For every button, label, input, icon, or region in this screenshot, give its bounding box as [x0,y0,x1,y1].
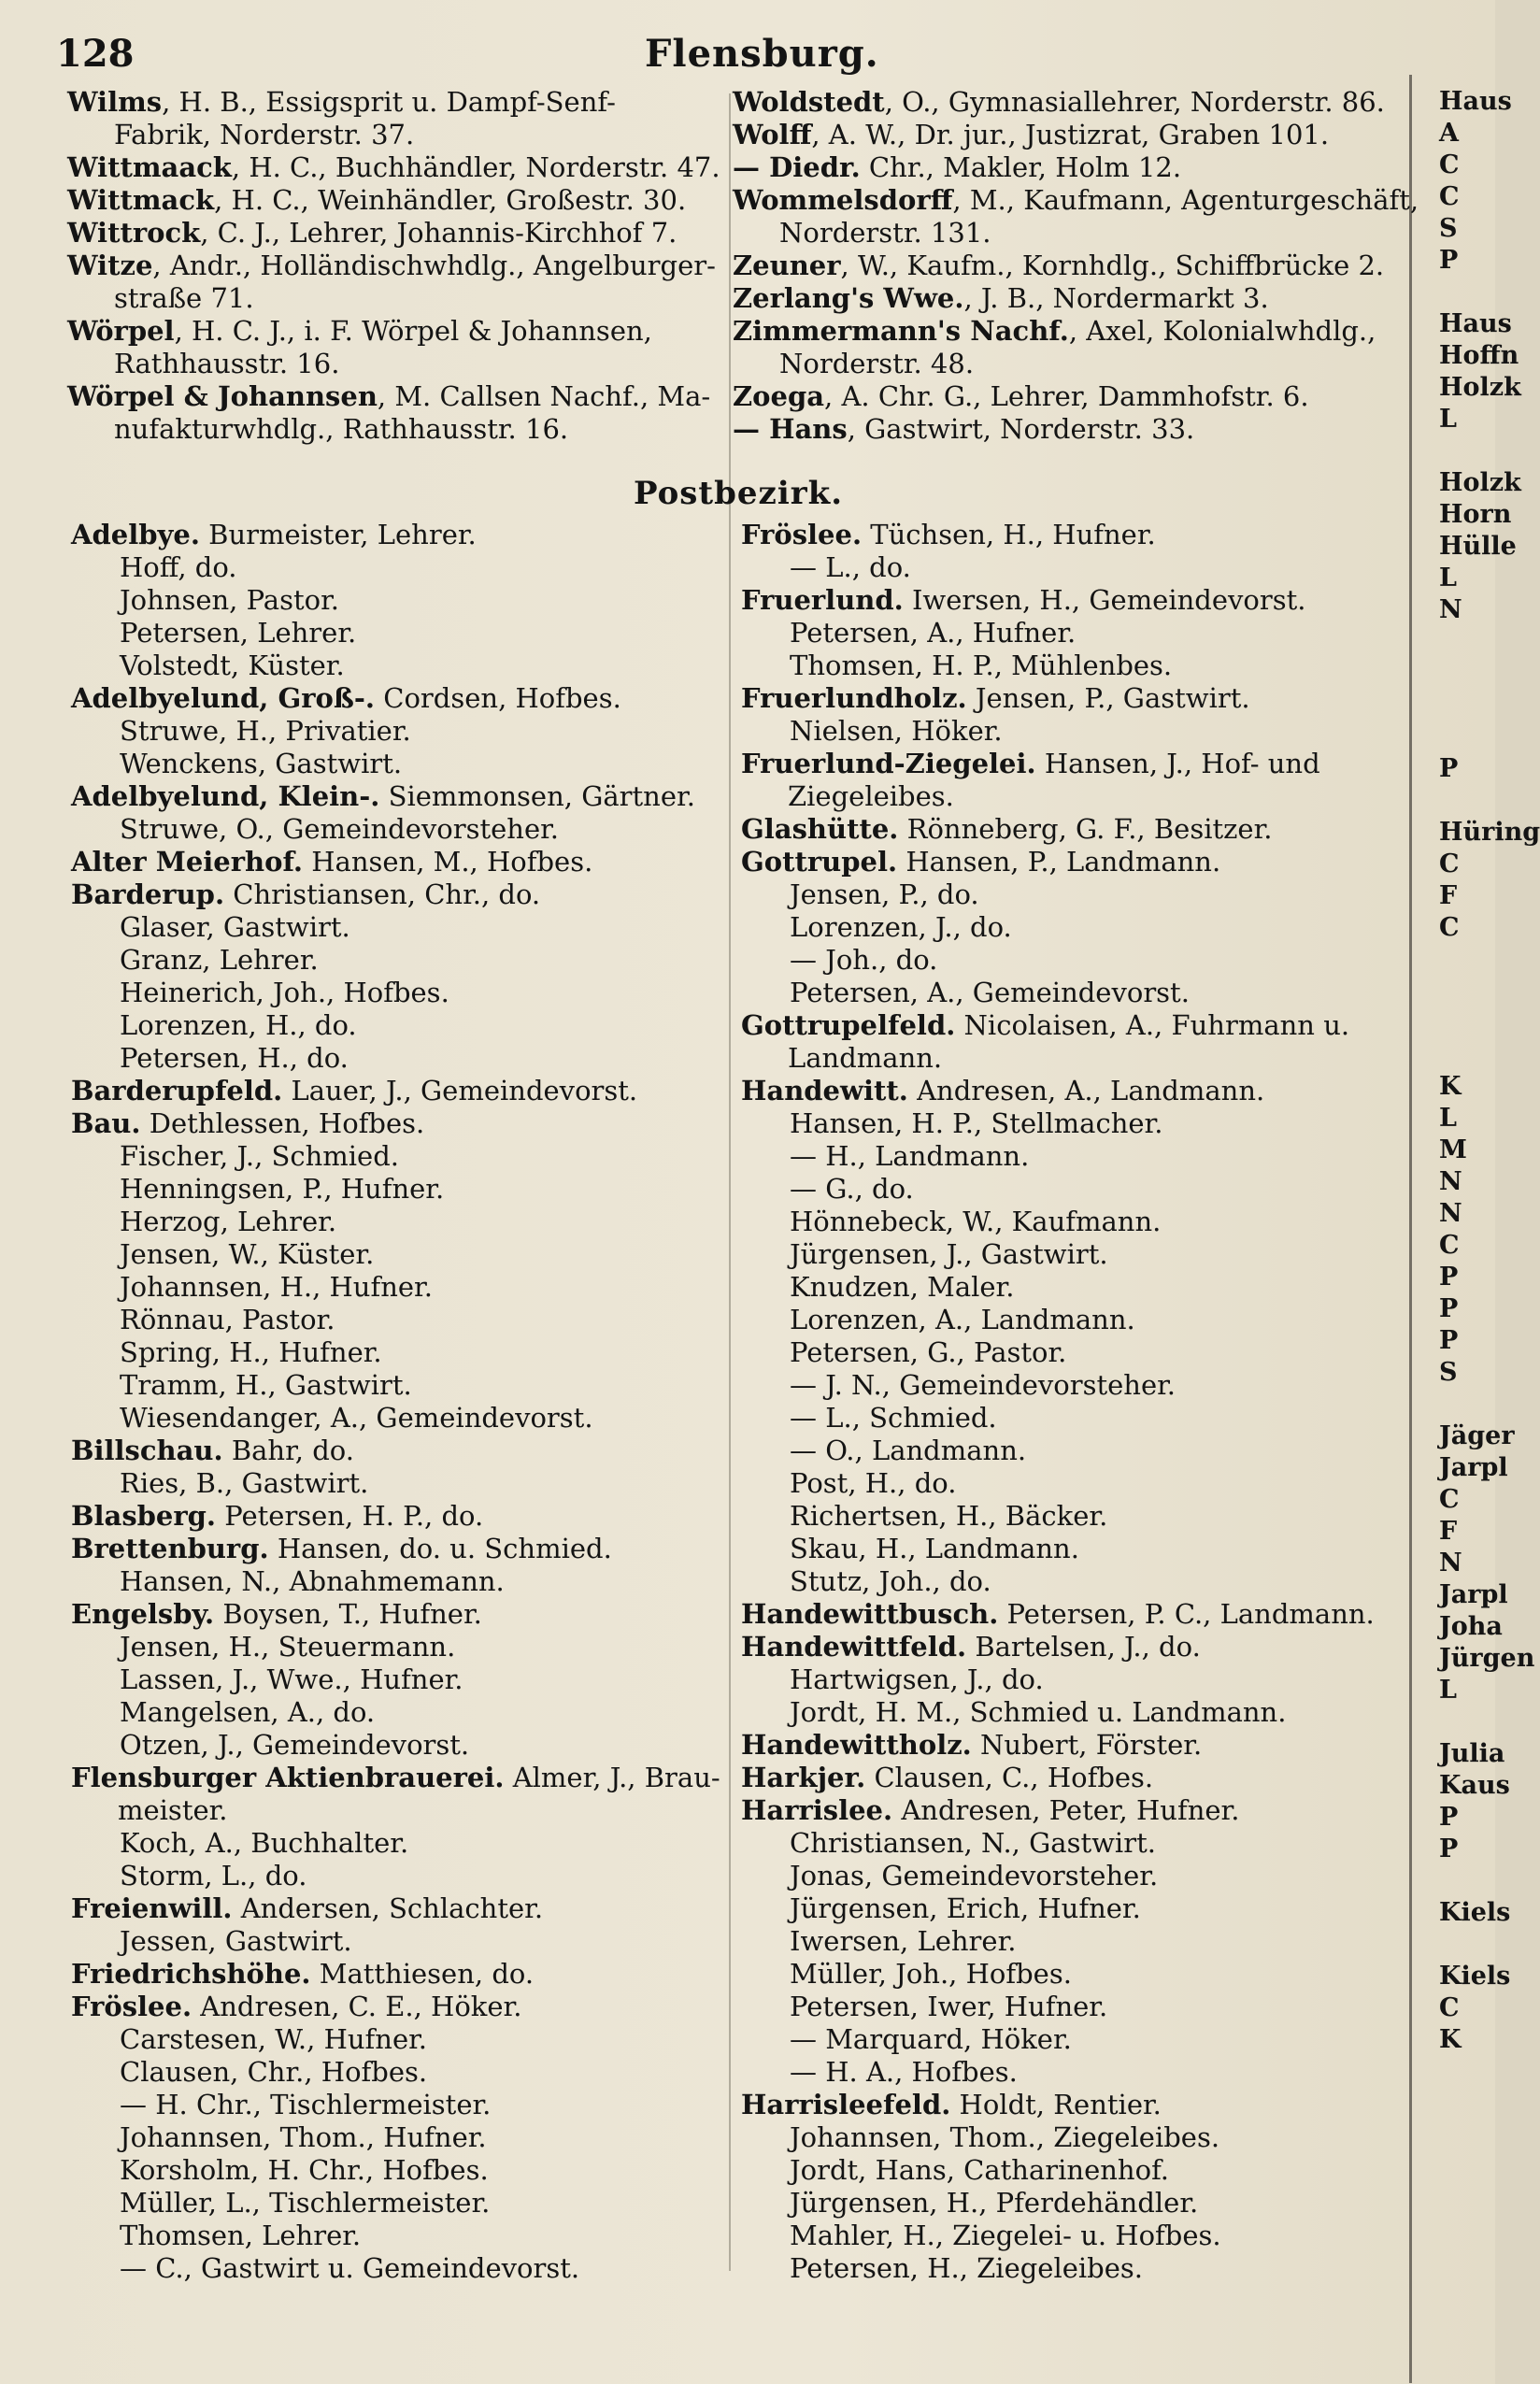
resident-entry: — L., Schmied. [790,1402,997,1434]
page-header [56,28,1392,84]
locality-name: Barderup. [71,878,225,910]
resident-entry: Jensen, H., Steuermann. [120,1631,456,1663]
locality-name: Adelbye. [71,519,200,550]
resident-entry: Spring, H., Hufner. [120,1336,382,1368]
locality-name: Harrislee. [741,1794,893,1826]
resident-details: Andresen, Peter, Hufner. [901,1794,1240,1826]
locality-name: Friedrichshöhe. [71,1958,311,1990]
locality-name: Fröslee. [71,1991,192,2022]
locality-name: Harrisleefeld. [741,2089,951,2120]
locality-entry [71,846,725,878]
edge-fragment: N [1439,1199,1462,1228]
locality-entry [741,1762,1414,1794]
edge-fragment: Jarpl [1439,1580,1508,1609]
resident-entry: — H. A., Hofbes. [790,2056,1018,2088]
locality-entry [71,1533,725,1565]
edge-fragment: P [1439,1326,1459,1355]
resident-entry: Heinerich, Joh., Hofbes. [120,977,449,1008]
resident-entry: Hönnebeck, W., Kaufmann. [790,1206,1162,1237]
resident-entry: Johannsen, H., Hufner. [120,1271,433,1303]
resident-entry: Richertsen, H., Bäcker. [790,1500,1108,1532]
edge-fragment [1439,976,1495,1007]
edge-fragment: C [1439,913,1460,942]
edge-fragment: Kiels [1439,1898,1511,1927]
resident-details: Nubert, Förster. [980,1729,1203,1761]
edge-fragment [1439,435,1495,467]
edge-fragment: Julia [1439,1739,1505,1768]
page-number: 128 [56,32,135,76]
edge-fragment: P [1439,246,1459,275]
resident-entry: Petersen, A., Hufner. [790,617,1077,649]
resident-details: Jensen, P., Gastwirt. [975,682,1250,714]
resident-entry: Struwe, O., Gemeindevorsteher. [120,813,560,845]
edge-fragment [1439,1039,1495,1071]
edge-fragment [1439,1865,1495,1897]
resident-entry: — Joh., do. [790,944,938,976]
entry-name: Wittrock [67,217,201,249]
locality-entry [71,1435,725,1467]
directory-entry [733,184,1419,217]
locality-entry [741,1631,1414,1663]
locality-name: Gottrupel. [741,846,898,878]
resident-details: Tüchsen, H., Hufner. [870,519,1156,550]
entry-name: Wörpel & Johannsen [67,380,378,412]
bottom-right-column [741,519,1414,2285]
entry-continuation: Landmann. [788,1042,943,1074]
resident-entry: Jürgensen, J., Gastwirt. [790,1238,1108,1270]
bottom-left-column [71,519,725,2285]
resident-details: Andresen, A., Landmann. [917,1075,1265,1106]
locality-entry [71,780,725,813]
entry-name: — Hans [733,413,848,445]
edge-fragment: N [1439,1167,1462,1196]
edge-fragment: P [1439,1294,1459,1323]
entry-name: Zeuner [733,250,841,281]
resident-entry: — Marquard, Höker. [790,2023,1072,2055]
entry-name: Wörpel [67,315,175,347]
locality-name: Gottrupelfeld. [741,1009,956,1041]
edge-fragment [1439,658,1495,690]
resident-entry: Nielsen, Höker. [790,715,1003,747]
locality-entry [71,1892,725,1925]
resident-details: Hansen, P., Landmann. [905,846,1221,878]
entry-name: Wittmack [67,184,215,216]
locality-entry [71,519,725,551]
directory-entry [67,151,721,184]
locality-name: Fröslee. [741,519,863,550]
entry-name: Zerlang's Wwe. [733,282,964,314]
edge-fragment: Hülle [1439,532,1517,561]
directory-entry [67,217,721,250]
resident-entry: Petersen, G., Pastor. [790,1336,1067,1368]
resident-details: Siemmonsen, Gärtner. [388,780,695,812]
edge-fragment: N [1439,595,1462,624]
resident-entry: — H. Chr., Tischlermeister. [120,2089,492,2120]
locality-name: Blasberg. [71,1500,217,1532]
locality-name: Fruerlundholz. [741,682,967,714]
entry-name: Wolff [733,119,812,150]
resident-entry: Wiesendanger, A., Gemeindevorst. [120,1402,593,1434]
resident-entry: Jensen, P., do. [790,878,979,910]
entry-name: Wommelsdorff [733,184,953,216]
edge-fragment: C [1439,182,1460,211]
resident-details: Nicolaisen, A., Fuhrmann u. [963,1009,1350,1041]
locality-entry [741,584,1414,617]
resident-entry: Stutz, Joh., do. [790,1565,991,1597]
resident-details: Boysen, T., Hufner. [222,1598,482,1630]
edge-fragment [1439,1007,1495,1039]
edge-fragment: Jürgen [1439,1644,1535,1673]
resident-details: Bahr, do. [231,1435,354,1466]
locality-name: Alter Meierhof. [71,846,304,878]
adjacent-page-edge [1439,86,1540,2056]
resident-details: Hansen, M., Hofbes. [311,846,593,878]
entry-continuation: Rathhausstr. 16. [114,348,340,379]
edge-fragment: Jäger [1439,1421,1515,1450]
resident-entry: Otzen, J., Gemeindevorst. [120,1729,470,1761]
resident-entry: Petersen, H., Ziegeleibes. [790,2252,1144,2284]
top-right-column [733,86,1419,446]
directory-entry [67,380,721,413]
resident-entry: Johannsen, Thom., Hufner. [120,2121,487,2153]
resident-entry: Thomsen, H. P., Mühlenbes. [790,650,1173,681]
edge-fragment: Holzk [1439,468,1521,497]
locality-entry [741,2089,1414,2121]
directory-entry [67,86,721,119]
resident-entry: Lassen, J., Wwe., Hufner. [120,1663,463,1695]
edge-fragment: Joha [1439,1612,1503,1641]
resident-entry: Jordt, H. M., Schmied u. Landmann. [790,1696,1287,1728]
edge-fragment: Hoffn [1439,341,1519,370]
locality-name: Handewittholz. [741,1729,972,1761]
resident-entry: Granz, Lehrer. [120,944,319,976]
resident-entry: Mangelsen, A., do. [120,1696,376,1728]
edge-fragment [1439,1389,1495,1420]
edge-fragment: C [1439,1993,1460,2022]
locality-entry [71,1075,725,1107]
directory-entry [733,86,1387,119]
locality-entry [741,1729,1414,1762]
directory-entry [67,184,721,217]
resident-entry: Lorenzen, J., do. [790,911,1012,943]
resident-entry: — O., Landmann. [790,1435,1027,1466]
resident-entry: Herzog, Lehrer. [120,1206,337,1237]
locality-entry [71,1991,725,2023]
edge-fragment: S [1439,1358,1458,1387]
edge-fragment: L [1439,1676,1457,1705]
resident-details: Rönneberg, G. F., Besitzer. [906,813,1273,845]
resident-entry: Petersen, H., do. [120,1042,349,1074]
entry-details: , O., Gymnasiallehrer, Norderstr. 86. [884,86,1385,118]
section-heading: Postbezirk. [633,475,844,512]
resident-entry: Storm, L., do. [120,1860,307,1891]
locality-entry [71,1500,725,1533]
entry-continuation: nufakturwhdlg., Rathhausstr. 16. [114,413,569,445]
edge-fragment: Jarpl [1439,1453,1508,1482]
edge-fragment [1439,1929,1495,1961]
edge-fragment: F [1439,1517,1458,1546]
resident-details: Petersen, H. P., do. [224,1500,484,1532]
entry-details: , H. C., Buchhändler, Norderstr. 47. [231,151,720,183]
locality-name: Freienwill. [71,1892,233,1924]
directory-entry [67,250,721,282]
edge-fragment: C [1439,849,1460,878]
locality-name: Engelsby. [71,1598,215,1630]
resident-entry: Hansen, H. P., Stellmacher. [790,1107,1163,1139]
locality-entry [741,846,1414,878]
entry-details: , C. J., Lehrer, Johannis-Kirchhof 7. [200,217,677,249]
edge-fragment: L [1439,1104,1457,1133]
edge-fragment: S [1439,214,1458,243]
entry-details: , M. Callsen Nachf., Ma- [377,380,711,412]
resident-entry: Iwersen, Lehrer. [790,1925,1017,1957]
resident-details: Petersen, P. C., Landmann. [1006,1598,1375,1630]
locality-name: Harkjer. [741,1762,866,1793]
locality-entry [71,682,725,715]
locality-entry [741,748,1414,780]
resident-entry: Jensen, W., Küster. [120,1238,375,1270]
edge-fragment: C [1439,1231,1460,1260]
edge-fragment [1439,277,1495,308]
locality-entry [741,1794,1414,1827]
entry-details: , H. B., Essigsprit u. Dampf-Senf- [162,86,616,118]
resident-entry: Struwe, H., Privatier. [120,715,411,747]
resident-details: Christiansen, Chr., do. [233,878,541,910]
resident-entry: Müller, L., Tischlermeister. [120,2187,491,2219]
edge-fragment [1439,785,1495,817]
locality-name: Handewittbusch. [741,1598,999,1630]
locality-entry [741,519,1414,551]
resident-details: Andersen, Schlachter. [240,1892,544,1924]
directory-entry [733,380,1387,413]
resident-entry: Thomsen, Lehrer. [120,2220,362,2251]
locality-name: Fruerlund-Ziegelei. [741,748,1036,779]
edge-fragment: Hüring [1439,818,1540,847]
resident-details: Hansen, do. u. Schmied. [277,1533,612,1564]
entry-details: , A. Chr. G., Lehrer, Dammhofstr. 6. [824,380,1309,412]
entry-name: Wittmaack [67,151,232,183]
entry-details: , W., Kaufm., Kornhdlg., Schiffbrücke 2. [840,250,1385,281]
resident-details: Cordsen, Hofbes. [383,682,621,714]
resident-entry: Rönnau, Pastor. [120,1304,335,1335]
entry-continuation: Ziegeleibes. [788,780,954,812]
resident-details: Lauer, J., Gemeindevorst. [291,1075,638,1106]
resident-entry: — H., Landmann. [790,1140,1030,1172]
edge-fragment: Holzk [1439,373,1521,402]
resident-entry: Clausen, Chr., Hofbes. [120,2056,428,2088]
entry-details: , Gastwirt, Norderstr. 33. [847,413,1195,445]
resident-entry: Koch, A., Buchhalter. [120,1827,409,1859]
entry-name: Zimmermann's Nachf. [733,315,1069,347]
entry-details: , Andr., Holländischwhdlg., Angelburger- [152,250,716,281]
directory-entry [733,413,1387,446]
edge-fragment [1439,626,1495,658]
entry-continuation: Fabrik, Norderstr. 37. [114,119,415,150]
edge-fragment: P [1439,1803,1459,1832]
page-title: Flensburg. [645,32,879,76]
edge-fragment: P [1439,754,1459,783]
resident-entry: Lorenzen, H., do. [120,1009,357,1041]
directory-entry [67,315,721,348]
resident-details: Hansen, J., Hof- und [1044,748,1320,779]
edge-fragment: Kiels [1439,1962,1511,1991]
resident-entry: Post, H., do. [790,1467,957,1499]
resident-entry: Jürgensen, Erich, Hufner. [790,1892,1141,1924]
resident-details: Matthiesen, do. [319,1958,535,1990]
resident-entry: Carstesen, W., Hufner. [120,2023,428,2055]
resident-entry: Hartwigsen, J., do. [790,1663,1044,1695]
edge-fragment: F [1439,881,1458,910]
edge-fragment: Horn [1439,500,1512,529]
edge-fragment: A [1439,119,1459,148]
entry-continuation: Norderstr. 48. [779,348,975,379]
resident-entry: Skau, H., Landmann. [790,1533,1079,1564]
entry-name: — Diedr. [733,151,861,183]
edge-fragment: K [1439,2025,1462,2054]
locality-entry [741,1075,1414,1107]
resident-entry: Hansen, N., Abnahmemann. [120,1565,505,1597]
resident-details: Andresen, C. E., Höker. [200,1991,522,2022]
directory-entry [733,151,1387,184]
resident-entry: Petersen, A., Gemeindevorst. [790,977,1190,1008]
resident-entry: Lorenzen, A., Landmann. [790,1304,1135,1335]
edge-fragment: Haus [1439,309,1512,338]
locality-name: Adelbyelund, Klein-. [71,780,380,812]
locality-name: Handewitt. [741,1075,908,1106]
locality-name: Flensburger Aktienbrauerei. [71,1762,505,1793]
resident-details: Clausen, C., Hofbes. [874,1762,1154,1793]
resident-details: Dethlessen, Hofbes. [149,1107,425,1139]
directory-entry [733,250,1387,282]
edge-fragment [1439,721,1495,753]
locality-name: Bau. [71,1107,141,1139]
entry-details: , H. C., Weinhändler, Großestr. 30. [214,184,687,216]
locality-name: Adelbyelund, Groß-. [71,682,376,714]
locality-entry [741,813,1414,846]
directory-entry [733,282,1387,315]
resident-entry: Korsholm, H. Chr., Hofbes. [120,2154,489,2186]
locality-entry [71,878,725,911]
locality-entry [741,682,1414,715]
directory-entry [733,315,1387,348]
resident-entry: — G., do. [790,1173,914,1205]
resident-details: Almer, J., Brau- [512,1762,720,1793]
locality-entry [741,1598,1414,1631]
entry-continuation: meister. [118,1794,228,1826]
locality-entry [71,1762,725,1794]
locality-entry [71,1958,725,1991]
edge-fragment [1439,944,1495,976]
resident-entry: Jürgensen, H., Pferdehändler. [790,2187,1199,2219]
entry-name: Wilms [67,86,163,118]
resident-entry: — J. N., Gemeindevorsteher. [790,1369,1176,1401]
entry-name: Zoega [733,380,825,412]
edge-fragment [1439,1706,1495,1738]
resident-entry: Fischer, J., Schmied. [120,1140,400,1172]
locality-entry [71,1598,725,1631]
locality-name: Brettenburg. [71,1533,269,1564]
resident-details: Burmeister, Lehrer. [208,519,477,550]
resident-entry: Jonas, Gemeindevorsteher. [790,1860,1159,1891]
entry-details: Chr., Makler, Holm 12. [860,151,1182,183]
resident-entry: Hoff, do. [120,551,237,583]
resident-entry: Henningsen, P., Hufner. [120,1173,445,1205]
entry-details: , Axel, Kolonialwhdlg., [1068,315,1376,347]
resident-entry: Jessen, Gastwirt. [120,1925,352,1957]
locality-name: Fruerlund. [741,584,904,616]
edge-fragment: M [1439,1135,1467,1164]
edge-fragment: P [1439,1263,1459,1292]
resident-details: Holdt, Rentier. [959,2089,1162,2120]
resident-entry: Christiansen, N., Gastwirt. [790,1827,1156,1859]
edge-fragment: P [1439,1834,1459,1863]
edge-fragment [1439,690,1495,721]
resident-entry: Tramm, H., Gastwirt. [120,1369,412,1401]
edge-fragment: K [1439,1072,1462,1101]
edge-fragment: N [1439,1549,1462,1577]
top-left-column [67,86,721,446]
resident-entry: Johannsen, Thom., Ziegeleibes. [790,2121,1220,2153]
entry-details: , H. C. J., i. F. Wörpel & Johannsen, [174,315,652,347]
resident-entry: Mahler, H., Ziegelei- u. Hofbes. [790,2220,1221,2251]
column-divider [729,93,731,2271]
resident-entry: — L., do. [790,551,911,583]
entry-details: , J. B., Nordermarkt 3. [963,282,1269,314]
resident-entry: Glaser, Gastwirt. [120,911,350,943]
resident-entry: Ries, B., Gastwirt. [120,1467,369,1499]
edge-fragment: C [1439,1485,1460,1514]
entry-name: Witze [67,250,153,281]
resident-entry: Müller, Joh., Hofbes. [790,1958,1072,1990]
entry-name: Woldstedt [733,86,885,118]
resident-entry: Petersen, Lehrer. [120,617,357,649]
locality-entry [741,1009,1414,1042]
resident-entry: — C., Gastwirt u. Gemeindevorst. [120,2252,580,2284]
locality-name: Barderupfeld. [71,1075,283,1106]
entry-details: , A. W., Dr. jur., Justizrat, Graben 101. [811,119,1330,150]
resident-entry: Knudzen, Maler. [790,1271,1015,1303]
entry-continuation: straße 71. [114,282,254,314]
resident-entry: Volstedt, Küster. [120,650,345,681]
edge-fragment: Haus [1439,87,1512,116]
entry-continuation: Norderstr. 131. [779,217,991,249]
resident-entry: Wenckens, Gastwirt. [120,748,403,779]
locality-name: Billschau. [71,1435,223,1466]
edge-fragment: C [1439,150,1460,179]
locality-name: Handewittfeld. [741,1631,967,1663]
resident-entry: Petersen, Iwer, Hufner. [790,1991,1108,2022]
locality-name: Glashütte. [741,813,899,845]
locality-entry [71,1107,725,1140]
resident-entry: Johnsen, Pastor. [120,584,339,616]
edge-fragment: Kaus [1439,1771,1510,1800]
edge-fragment: L [1439,564,1457,592]
edge-fragment: L [1439,405,1457,434]
resident-entry: Jordt, Hans, Catharinenhof. [790,2154,1169,2186]
directory-entry [733,119,1387,151]
resident-details: Iwersen, H., Gemeindevorst. [911,584,1306,616]
entry-details: , M., Kaufmann, Agenturgeschäft, [952,184,1419,216]
resident-details: Bartelsen, J., do. [975,1631,1201,1663]
